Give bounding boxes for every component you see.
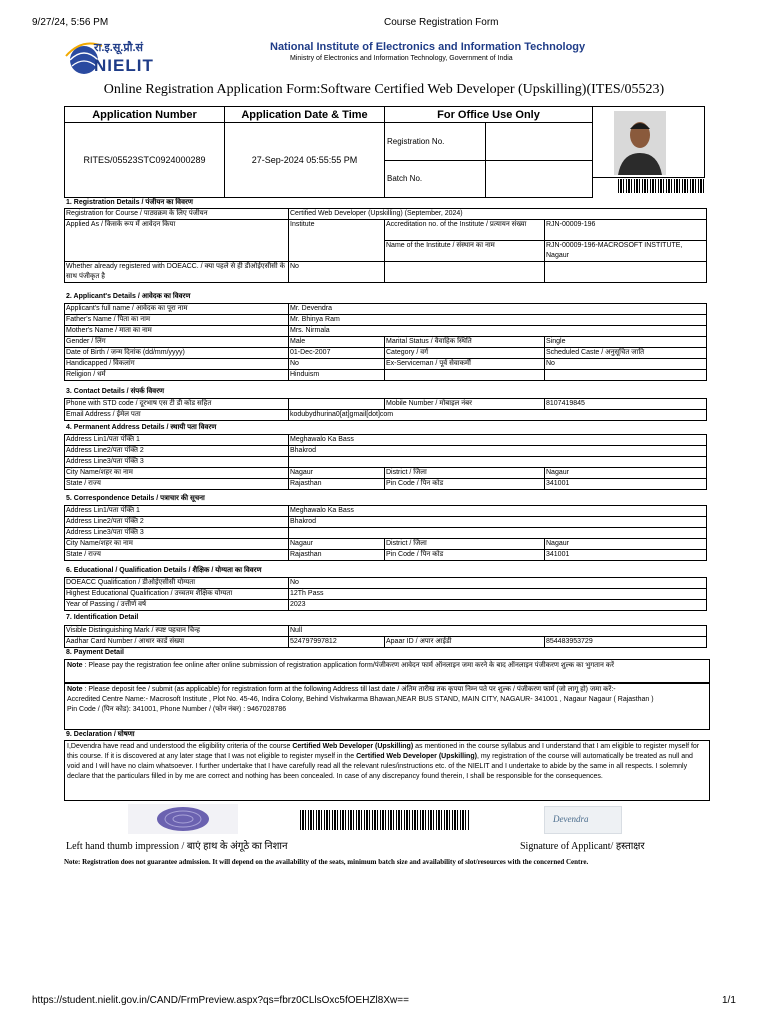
app-date-value: 27-Sep-2024 05:55:55 PM [225,123,385,198]
perm-line1-label: Address Lin1/पता पंक्ति 1 [65,435,289,446]
thumb-label: Left hand thumb impression / बाएं हाथ के अंगूठे का निशान [66,841,288,852]
print-title: Course Registration Form [384,17,499,28]
accreditation-value: RJN-00009-196 [545,220,707,241]
perm-pin-value: 341001 [545,479,707,490]
highest-qual-value: 12Th Pass [289,589,707,600]
father-name-value: Mr. Bhinya Ram [289,315,707,326]
corr-district-label: District / जिला [385,539,545,550]
signature-image [544,806,622,834]
ex-serviceman-value: No [545,359,707,370]
year-passing-label: Year of Passing / उत्तीर्ण वर्ष [65,600,289,611]
corr-pin-value: 341001 [545,550,707,561]
application-header-table [64,106,593,198]
admission-note: Note: Registration does not guarantee admission. It will depend on the availability of the seats, minimum batch size and availability of slot/resources with the concerned Centre. [64,858,589,866]
perm-district-value: Nagaur [545,468,707,479]
print-page-number: 1/1 [722,995,736,1006]
note-1-label: Note [67,662,83,669]
religion-label: Religion / धर्म [65,370,289,381]
father-name-label: Father's Name / पिता का नाम [65,315,289,326]
perm-line3-value [289,457,707,468]
marital-value: Single [545,337,707,348]
org-name: National Institute of Electronics and Information Technology [270,41,586,53]
category-label: Category / वर्ग [385,348,545,359]
corr-line1-label: Address Lin1/पता पंक्ति 1 [65,506,289,517]
highest-qual-label: Highest Educational Qualification / उच्चतम शैक्षिक योग्यता [65,589,289,600]
gender-value: Male [289,337,385,348]
mobile-value: 8107419845 [545,399,707,410]
declaration-part-1: I,Devendra have read and understood the eligibility criteria of the course [67,743,293,750]
correspondence-table [64,505,707,561]
doeacc-qual-label: DOEACC Qualification / डीओईएसीसी योग्यता [65,578,289,589]
corr-line3-value [289,528,707,539]
payment-note-1 [64,659,710,683]
fingerprint-icon [128,804,238,834]
form-barcode [300,810,470,830]
corr-city-value: Nagaur [289,539,385,550]
app-number-heading: Application Number [65,107,225,123]
print-url: https://student.nielit.gov.in/CAND/FrmPreview.aspx?qs=fbrz0CLlsOxc5fOEHZl8Xw== [32,995,409,1006]
education-table [64,577,707,611]
photo-barcode [618,179,704,193]
app-number-value: RITES/05523STC0924000289 [65,123,225,198]
batch-no-value [486,160,593,197]
ex-serviceman-label: Ex-Serviceman / पूर्व सेवाकर्मी [385,359,545,370]
note-2-label: Note [67,686,83,693]
course-value: Certified Web Developer (Upskilling) (September, 2024) [289,209,707,220]
permanent-address-table [64,434,707,490]
doeacc-registered-label: Whether already registered with DOEACC. / क्या पहले से ही डीओईएसीसी के साथ पंजीकृत है [65,262,289,283]
corr-line3-label: Address Line3/पता पंक्ति 3 [65,528,289,539]
section-applicant-heading: 2. Applicant's Details / आवेदक का विवरण [66,293,191,300]
perm-pin-label: Pin Code / पिन कोड [385,479,545,490]
mother-name-label: Mother's Name / माता का नाम [65,326,289,337]
dob-value: 01-Dec-2007 [289,348,385,359]
declaration-course-1: Certified Web Developer (Upskilling) [292,743,414,750]
perm-line3-label: Address Line3/पता पंक्ति 3 [65,457,289,468]
section-declaration-heading: 9. Declaration / घोषणा [66,731,135,738]
corr-pin-label: Pin Code / पिन कोड [385,550,545,561]
marital-label: Marital Status / वैवाहिक स्थिति [385,337,545,348]
perm-district-label: District / जिला [385,468,545,479]
corr-state-value: Rajasthan [289,550,385,561]
signature-scribble: Devendra [553,814,589,824]
logo-abbr: NIELIT [94,56,154,75]
registration-table [64,208,707,283]
centre-pin-phone: Pin Code / (पिन कोड): 341001, Phone Number / (फोन नंबर) : 9467028786 [67,706,287,713]
ministry-name: Ministry of Electronics and Information Technology, Government of India [290,55,513,62]
nielit-logo [64,36,174,80]
corr-line2-label: Address Line2/पता पंक्ति 2 [65,517,289,528]
perm-line2-label: Address Line2/पता पंक्ति 2 [65,446,289,457]
registration-no-label: Registration No. [385,123,486,160]
corr-line2-value: Bhakrod [289,517,707,528]
perm-state-label: State / राज्य [65,479,289,490]
mother-name-value: Mrs. Nirmala [289,326,707,337]
course-label: Registration for Course / पाठ्यक्रम के लिए पंजीयन [65,209,289,220]
perm-city-label: City Name/शहर का नाम [65,468,289,479]
thumb-impression-image [128,804,238,834]
mobile-label: Mobile Number / मोबाइल नंबर [385,399,545,410]
applicant-table [64,303,707,381]
doeacc-qual-value: No [289,578,707,589]
corr-state-label: State / राज्य [65,550,289,561]
perm-state-value: Rajasthan [289,479,385,490]
doeacc-registered-value: No [289,262,385,283]
section-identification-heading: 7. Identification Detail [66,614,139,621]
applicant-photo [592,106,705,178]
handicapped-label: Handicapped / विकलांग [65,359,289,370]
perm-city-value: Nagaur [289,468,385,479]
aadhar-label: Aadhar Card Number / आधार कार्ड संख्या [65,637,289,648]
corr-district-value: Nagaur [545,539,707,550]
signature-label: Signature of Applicant/ हस्ताक्षर [520,841,645,852]
batch-no-label: Batch No. [385,160,486,197]
payment-note-2 [64,683,710,730]
handicapped-value: No [289,359,385,370]
email-label: Email Address / ईमेल पता [65,410,289,421]
full-name-value: Mr. Devendra [289,304,707,315]
applied-as-label: Applied As / किसके रूप में आवेदन किया [65,220,289,262]
perm-line1-value: Meghawalo Ka Bass [289,435,707,446]
section-payment-heading: 8. Payment Detail [66,649,124,656]
gender-label: Gender / लिंग [65,337,289,348]
perm-line2-value: Bhakrod [289,446,707,457]
form-title: Online Registration Application Form:Software Certified Web Developer (Upskilling)(ITES/05523) [103,82,665,97]
section-education-heading: 6. Educational / Qualification Details / शैक्षिक / योग्यता का विवरण [66,567,262,574]
category-value: Scheduled Caste / अनुसूचित जाति [545,348,707,359]
phone-label: Phone with STD code / दूरभाष एस टी डी कोड सहित [65,399,289,410]
office-use-heading: For Office Use Only [385,107,593,123]
note-1-text: : Please pay the registration fee online after online submission of registration application form/पंजीकरण आवेदन फार्म ऑनलाइन जमा करने के बाद ऑनलाइन पंजीकरण शुल्क का भुगतान करें [82,662,615,669]
corr-line1-value: Meghawalo Ka Bass [289,506,707,517]
apaar-value: 854483953729 [545,637,707,648]
mark-value: Null [289,626,707,637]
declaration-text [64,740,710,801]
note-2-text: : Please deposit fee / submit (as applicable) for registration form at the following Address till last date / अंतिम तारीख तक कृपया निम्न पते पर शुल्क / पंजीकरण फार्म (जो लागू हो) जमा करें:- [82,686,616,693]
section-registration-heading: 1. Registration Details / पंजीयन का विवरण [66,199,193,206]
section-contact-heading: 3. Contact Details / संपर्क विवरण [66,388,165,395]
print-datetime: 9/27/24, 5:56 PM [32,17,109,28]
accreditation-label: Accreditation no. of the Institute / प्रत्यायन संख्या [385,220,545,241]
declaration-part-3: , my registration of the course will automatically be treated as null and void and I will have no claim whatsoever. I further undertake that I have carefully read all the relevant rules/instructions etc. of the NIELIT and I undertake to abide by the same in all respects. I solemnly declare that the particulars filled in by me are correct and nothing has been concealed. In case of any discrepancy found therein, I shall be responsible for the consequences. [67,753,693,780]
aadhar-value: 524797997812 [289,637,385,648]
section-correspondence-heading: 5. Correspondence Details / पत्राचार की सूचना [66,495,205,502]
section-permanent-heading: 4. Permanent Address Details / स्थायी पता विवरण [66,424,217,431]
mark-label: Visible Distinguishing Mark / स्पष्ट पहचान चिन्ह [65,626,289,637]
identification-table [64,625,707,648]
phone-value [289,399,385,410]
logo-hindi-text: रा.इ.सू.प्रौ.सं [94,42,143,54]
declaration-part-2: as mentioned in the course syllabus and I understand that I am eligible to register myself for this course. If it is discovered at any later stage that I was not eligible to register myself in the [67,743,700,760]
religion-value: Hinduism [289,370,385,381]
institute-label: Name of the Institute / संस्थान का नाम [385,241,545,262]
year-passing-value: 2023 [289,600,707,611]
person-photo-icon [614,111,666,175]
registration-no-value [486,123,593,160]
declaration-course-2: Certified Web Developer (Upskilling) [356,753,477,760]
centre-address: Accredited Centre Name:- Macrosoft Institute , Plot No. 45-46, Indira Colony, Behind Vishwkarma Bhawan,NEAR BUS STAND, MAIN CITY, NAGAUR- 341001 , Nagaur Nagaur ( Rajasthan ) [67,696,654,703]
dob-label: Date of Birth / जन्म दिनांक (dd/mm/yyyy) [65,348,289,359]
full-name-label: Applicant's full name / आवेदक का पूरा नाम [65,304,289,315]
applied-as-value: Institute [289,220,385,262]
apaar-label: Apaar ID / अपार आईडी [385,637,545,648]
institute-value: RJN-00009-196-MACROSOFT INSTITUTE, Nagaur [545,241,707,262]
app-date-heading: Application Date & Time [225,107,385,123]
corr-city-label: City Name/शहर का नाम [65,539,289,550]
email-value: kodubydhurina0[at]gmail[dot]com [289,410,707,421]
contact-table [64,398,707,421]
